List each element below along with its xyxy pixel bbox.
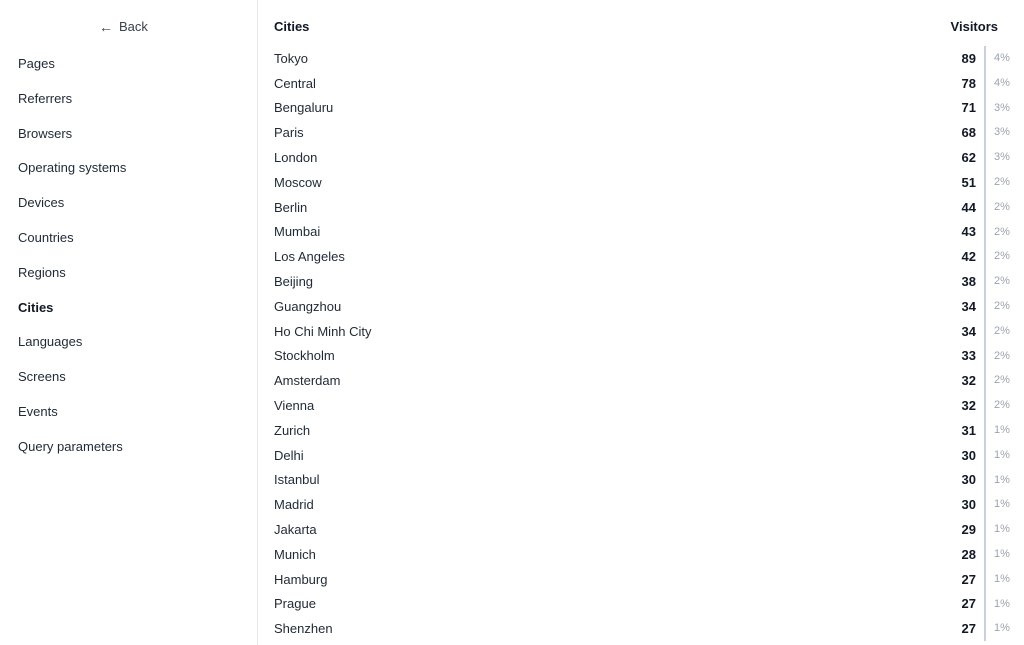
city-name: Zurich [274, 422, 311, 438]
sidebar-item-referrers[interactable]: Referrers [18, 90, 73, 106]
visitor-percent: 3% [984, 145, 1024, 170]
table-row[interactable] [274, 319, 1024, 344]
visitor-count: 27 [961, 596, 976, 612]
city-name: Mumbai [274, 224, 321, 240]
visitor-count: 89 [961, 50, 976, 66]
visitor-percent: 1% [984, 492, 1024, 517]
visitor-count: 27 [961, 571, 976, 587]
table-row[interactable] [274, 220, 1024, 245]
visitor-percent: 3% [984, 120, 1024, 145]
visitor-count: 78 [961, 75, 976, 91]
table-row[interactable] [274, 542, 1024, 567]
visitor-percent: 2% [984, 269, 1024, 294]
visitor-percent: 2% [984, 393, 1024, 418]
visitor-percent: 3% [984, 96, 1024, 121]
city-name: Amsterdam [274, 373, 341, 389]
city-name: Tokyo [274, 50, 308, 66]
table-row[interactable] [274, 96, 1024, 121]
visitor-percent: 1% [984, 592, 1024, 617]
table-row[interactable] [274, 46, 1024, 71]
sidebar-item-pages[interactable]: Pages [18, 56, 55, 71]
visitor-percent: 1% [984, 517, 1024, 542]
visitor-percent: 4% [984, 71, 1024, 96]
sidebar-item-events[interactable]: Events [18, 403, 58, 419]
city-name: Moscow [274, 174, 322, 190]
visitor-count: 51 [961, 174, 976, 190]
city-name: Paris [274, 125, 304, 141]
city-name: Jakarta [274, 522, 317, 538]
visitor-count: 29 [961, 522, 976, 538]
visitor-count: 30 [961, 472, 976, 488]
table-row[interactable] [274, 443, 1024, 468]
cities-table [274, 46, 1024, 641]
visitor-count: 38 [961, 274, 976, 290]
table-row[interactable] [274, 120, 1024, 145]
sidebar [0, 0, 258, 645]
table-row[interactable] [274, 592, 1024, 617]
visitor-percent: 2% [984, 294, 1024, 319]
city-name: Berlin [274, 199, 308, 215]
visitor-count: 32 [961, 373, 976, 389]
sidebar-item-screens[interactable]: Screens [18, 369, 66, 385]
table-row[interactable] [274, 195, 1024, 220]
visitor-percent: 2% [984, 344, 1024, 369]
back-label: Back [119, 19, 148, 34]
column-header-visitors[interactable]: Visitors [950, 19, 998, 34]
city-name: Hamburg [274, 571, 328, 587]
sidebar-item-devices[interactable]: Devices [18, 195, 65, 211]
back-button[interactable] [99, 19, 148, 34]
sidebar-item-cities[interactable]: Cities [18, 299, 54, 315]
visitor-count: 68 [961, 125, 976, 141]
arrow-left-icon: ← [99, 18, 113, 35]
sidebar-item-languages[interactable]: Languages [18, 334, 83, 350]
visitor-percent: 2% [984, 220, 1024, 245]
city-name: Prague [274, 596, 316, 612]
visitor-count: 43 [961, 224, 976, 240]
main-panel [258, 0, 1024, 645]
table-row[interactable] [274, 71, 1024, 96]
table-row[interactable] [274, 616, 1024, 641]
visitor-percent: 1% [984, 418, 1024, 443]
city-name: Istanbul [274, 472, 320, 488]
visitor-percent: 1% [984, 616, 1024, 641]
city-name: Bengaluru [274, 100, 334, 116]
table-row[interactable] [274, 567, 1024, 592]
table-row[interactable] [274, 145, 1024, 170]
city-name: Beijing [274, 274, 314, 290]
visitor-count: 71 [961, 100, 976, 116]
sidebar-item-query-parameters[interactable]: Query parameters [18, 438, 123, 454]
city-name: Vienna [274, 398, 315, 414]
visitor-count: 33 [961, 348, 976, 364]
table-row[interactable] [274, 244, 1024, 269]
visitor-percent: 2% [984, 244, 1024, 269]
visitor-count: 28 [961, 546, 976, 562]
visitor-count: 44 [961, 199, 976, 215]
visitor-percent: 1% [984, 468, 1024, 493]
sidebar-item-browsers[interactable]: Browsers [18, 125, 73, 141]
visitor-percent: 2% [984, 195, 1024, 220]
visitor-count: 31 [961, 422, 976, 438]
city-name: London [274, 150, 318, 166]
table-header [274, 19, 998, 34]
visitor-count: 30 [961, 447, 976, 463]
city-name: Shenzhen [274, 621, 333, 637]
visitor-count: 34 [961, 298, 976, 314]
visitor-percent: 1% [984, 542, 1024, 567]
visitor-count: 30 [961, 497, 976, 513]
city-name: Stockholm [274, 348, 335, 364]
table-row[interactable] [274, 344, 1024, 369]
visitor-count: 42 [961, 249, 976, 265]
sidebar-item-countries[interactable]: Countries [18, 229, 74, 245]
visitor-count: 27 [961, 621, 976, 637]
table-row[interactable] [274, 269, 1024, 294]
visitor-percent: 2% [984, 368, 1024, 393]
visitor-count: 32 [961, 398, 976, 414]
city-name: Central [274, 75, 316, 91]
city-name: Madrid [274, 497, 314, 513]
table-row[interactable] [274, 393, 1024, 418]
visitor-percent: 1% [984, 567, 1024, 592]
visitor-percent: 1% [984, 443, 1024, 468]
table-row[interactable] [274, 368, 1024, 393]
sidebar-item-regions[interactable]: Regions [18, 264, 66, 280]
sidebar-item-operating-systems[interactable]: Operating systems [18, 160, 127, 176]
table-row[interactable] [274, 468, 1024, 493]
visitor-count: 34 [961, 323, 976, 339]
table-row[interactable] [274, 492, 1024, 517]
column-header-cities: Cities [274, 19, 310, 34]
city-name: Ho Chi Minh City [274, 323, 372, 339]
table-row[interactable] [274, 517, 1024, 542]
table-row[interactable] [274, 294, 1024, 319]
city-name: Los Angeles [274, 249, 345, 265]
city-name: Delhi [274, 447, 304, 463]
sidebar-nav [18, 54, 257, 472]
city-name: Guangzhou [274, 298, 342, 314]
visitor-percent: 2% [984, 319, 1024, 344]
table-row[interactable] [274, 418, 1024, 443]
visitor-percent: 2% [984, 170, 1024, 195]
table-row[interactable] [274, 170, 1024, 195]
visitor-percent: 4% [984, 46, 1024, 71]
city-name: Munich [274, 546, 316, 562]
visitor-count: 62 [961, 150, 976, 166]
